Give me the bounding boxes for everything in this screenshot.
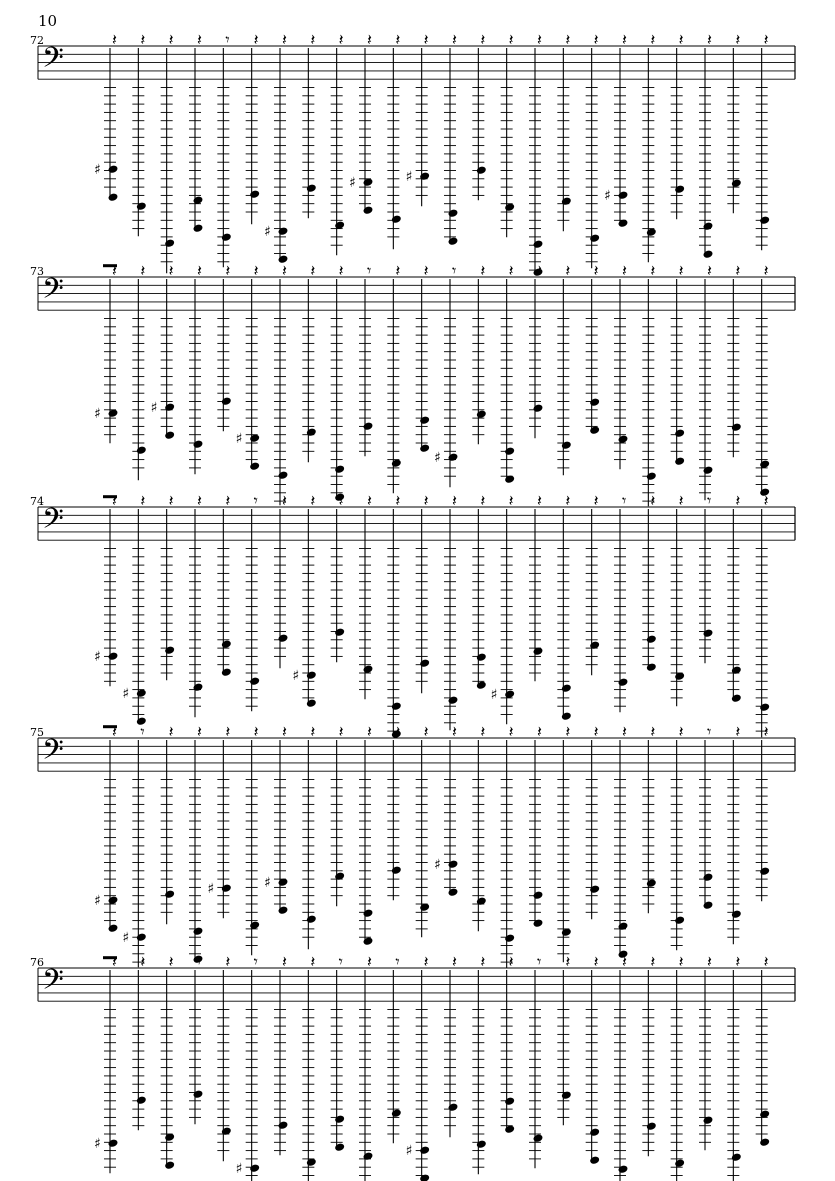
notehead	[278, 633, 289, 643]
notehead	[589, 884, 600, 894]
eighth-rest: 𝄾	[707, 491, 712, 510]
notehead	[391, 701, 402, 711]
notehead	[193, 1089, 204, 1099]
notehead	[618, 1164, 629, 1174]
quarter-rest: 𝄽	[508, 722, 514, 741]
notehead	[703, 1115, 714, 1125]
quarter-rest: 𝄽	[423, 261, 429, 280]
eighth-rest: 𝄾	[452, 261, 457, 280]
quarter-rest: 𝄽	[367, 952, 372, 971]
notehead	[306, 670, 317, 680]
notehead	[674, 184, 685, 194]
notehead	[448, 887, 459, 897]
quarter-rest: 𝄽	[452, 491, 457, 510]
notehead	[108, 192, 119, 202]
quarter-rest: 𝄽	[395, 261, 401, 280]
notehead	[193, 682, 204, 692]
sharp-accidental: ♯	[434, 857, 441, 874]
quarter-rest: 𝄽	[168, 491, 174, 510]
bass-clef: 𝄢	[42, 733, 64, 774]
notehead	[731, 665, 742, 675]
notehead	[419, 171, 430, 181]
notehead	[391, 865, 402, 875]
quarter-rest: 𝄽	[140, 30, 146, 49]
quarter-rest: 𝄽	[423, 30, 429, 49]
quarter-rest: 𝄽	[508, 952, 514, 971]
notehead	[618, 921, 629, 931]
notehead	[136, 445, 147, 455]
quarter-rest: 𝄽	[480, 30, 486, 49]
notehead	[589, 397, 600, 407]
quarter-rest: 𝄽	[168, 952, 174, 971]
quarter-rest: 𝄽	[140, 491, 146, 510]
notehead	[193, 223, 204, 233]
notehead	[164, 1160, 175, 1170]
notehead	[193, 439, 204, 449]
eighth-rest: 𝄾	[367, 261, 372, 280]
notehead	[504, 1096, 515, 1106]
quarter-rest: 𝄽	[310, 261, 316, 280]
quarter-rest: 𝄽	[678, 261, 684, 280]
eighth-rest: 𝄾	[197, 952, 202, 971]
notehead	[391, 214, 402, 224]
quarter-rest: 𝄽	[452, 30, 457, 49]
sharp-accidental: ♯	[150, 400, 158, 417]
notehead	[419, 1145, 430, 1155]
quarter-rest: 𝄽	[253, 30, 259, 49]
notehead	[419, 1173, 430, 1181]
notehead	[221, 232, 232, 242]
quarter-rest: 𝄽	[112, 30, 117, 49]
notehead	[164, 889, 175, 899]
notehead	[674, 428, 685, 438]
quarter-rest: 𝄽	[508, 30, 514, 49]
sharp-accidental: ♯	[349, 175, 356, 192]
quarter-rest: 𝄽	[565, 722, 571, 741]
quarter-rest: 𝄽	[423, 952, 429, 971]
quarter-rest: 𝄽	[480, 261, 486, 280]
notehead	[448, 452, 459, 462]
notehead	[703, 465, 714, 475]
sharp-accidental: ♯	[94, 893, 101, 910]
quarter-rest: 𝄽	[112, 952, 117, 971]
quarter-rest: 𝄽	[650, 30, 656, 49]
quarter-rest: 𝄽	[480, 491, 486, 510]
quarter-rest: 𝄽	[282, 491, 287, 510]
eighth-rest: 𝄾	[707, 722, 712, 741]
quarter-rest: 𝄽	[537, 30, 542, 49]
notehead	[561, 440, 572, 450]
notehead	[476, 680, 487, 690]
quarter-rest: 𝄽	[282, 261, 287, 280]
notehead	[703, 900, 714, 910]
notehead	[646, 662, 657, 672]
notehead	[646, 878, 657, 888]
quarter-rest: 𝄽	[112, 261, 117, 280]
quarter-rest: 𝄽	[763, 952, 769, 971]
quarter-rest: 𝄽	[565, 952, 571, 971]
notehead	[674, 456, 685, 466]
notehead	[249, 676, 260, 686]
notehead	[476, 652, 487, 662]
notehead	[674, 915, 685, 925]
quarter-rest: 𝄽	[225, 261, 231, 280]
quarter-rest: 𝄽	[565, 491, 571, 510]
notehead	[703, 872, 714, 882]
notehead	[731, 178, 742, 188]
notehead	[278, 905, 289, 915]
notehead	[136, 201, 147, 211]
notehead	[533, 403, 544, 413]
measure-number: 74	[30, 495, 44, 508]
notehead	[108, 164, 119, 174]
notehead	[646, 471, 657, 481]
eighth-rest: 𝄾	[253, 491, 258, 510]
measure-number: 76	[30, 956, 44, 969]
quarter-rest: 𝄽	[650, 491, 656, 510]
notehead	[363, 1151, 374, 1161]
notehead	[419, 658, 430, 668]
quarter-rest: 𝄽	[763, 722, 769, 741]
notehead	[504, 446, 515, 456]
sharp-accidental: ♯	[122, 686, 130, 703]
quarter-rest: 𝄽	[735, 952, 741, 971]
quarter-rest: 𝄽	[508, 261, 514, 280]
eighth-rest: 𝄾	[140, 722, 145, 741]
notehead	[221, 639, 232, 649]
sharp-accidental: ♯	[235, 431, 243, 448]
sharp-accidental: ♯	[122, 930, 130, 947]
quarter-rest: 𝄽	[763, 261, 769, 280]
notehead	[193, 926, 204, 936]
eighth-rest: 𝄾	[622, 491, 627, 510]
notehead	[363, 908, 374, 918]
notehead	[448, 236, 459, 246]
quarter-rest: 𝄽	[593, 491, 599, 510]
notehead	[504, 933, 515, 943]
notehead	[589, 425, 600, 435]
notehead	[476, 896, 487, 906]
quarter-rest: 𝄽	[140, 261, 146, 280]
notehead	[589, 1155, 600, 1165]
quarter-rest: 𝄽	[197, 261, 202, 280]
notehead	[589, 1127, 600, 1137]
notehead	[363, 664, 374, 674]
quarter-rest: 𝄽	[423, 722, 429, 741]
quarter-rest: 𝄽	[593, 722, 599, 741]
quarter-rest: 𝄽	[735, 261, 741, 280]
quarter-rest: 𝄽	[452, 952, 457, 971]
notehead	[731, 909, 742, 919]
quarter-rest: 𝄽	[197, 30, 202, 49]
notehead	[221, 396, 232, 406]
bass-clef: 𝄢	[42, 272, 64, 313]
notehead	[334, 464, 345, 474]
quarter-rest: 𝄽	[678, 722, 684, 741]
quarter-rest: 𝄽	[678, 30, 684, 49]
notehead	[164, 238, 175, 248]
notehead	[759, 702, 770, 712]
quarter-rest: 𝄽	[508, 491, 514, 510]
notehead	[164, 402, 175, 412]
notehead	[278, 226, 289, 236]
notehead	[476, 409, 487, 419]
notehead	[759, 215, 770, 225]
notehead	[306, 183, 317, 193]
quarter-rest: 𝄽	[537, 722, 542, 741]
notehead	[108, 923, 119, 933]
notehead	[703, 221, 714, 231]
notehead	[334, 1114, 345, 1124]
notehead	[221, 883, 232, 893]
sharp-accidental: ♯	[94, 1136, 101, 1153]
quarter-rest: 𝄽	[423, 491, 429, 510]
sharp-accidental: ♯	[94, 162, 101, 179]
quarter-rest: 𝄽	[168, 722, 174, 741]
quarter-rest: 𝄽	[480, 952, 486, 971]
quarter-rest: 𝄽	[168, 30, 174, 49]
quarter-rest: 𝄽	[622, 261, 627, 280]
notehead	[419, 415, 430, 425]
notehead	[703, 628, 714, 638]
quarter-rest: 𝄽	[112, 491, 117, 510]
eighth-rest: 𝄾	[253, 952, 258, 971]
quarter-rest: 𝄽	[338, 491, 344, 510]
quarter-rest: 𝄽	[338, 261, 344, 280]
notehead	[759, 866, 770, 876]
quarter-rest: 𝄽	[678, 952, 684, 971]
notehead	[533, 239, 544, 249]
notehead	[249, 1163, 260, 1173]
eighth-rest: 𝄾	[395, 952, 400, 971]
notehead	[164, 430, 175, 440]
quarter-rest: 𝄽	[650, 722, 656, 741]
quarter-rest: 𝄽	[310, 722, 316, 741]
notehead	[221, 667, 232, 677]
sharp-accidental: ♯	[235, 1161, 243, 1178]
quarter-rest: 𝄽	[282, 952, 287, 971]
notehead	[448, 208, 459, 218]
notehead	[334, 1142, 345, 1152]
notehead	[334, 627, 345, 637]
notehead	[363, 421, 374, 431]
notehead	[618, 190, 629, 200]
notehead	[108, 651, 119, 661]
quarter-rest: 𝄽	[650, 952, 656, 971]
notehead	[448, 1102, 459, 1112]
quarter-rest: 𝄽	[622, 722, 627, 741]
measure-number: 72	[30, 34, 44, 47]
notehead	[561, 196, 572, 206]
quarter-rest: 𝄽	[452, 722, 457, 741]
quarter-rest: 𝄽	[707, 952, 712, 971]
quarter-rest: 𝄽	[395, 491, 401, 510]
quarter-rest: 𝄽	[310, 491, 316, 510]
notehead	[164, 645, 175, 655]
quarter-rest: 𝄽	[338, 722, 344, 741]
quarter-rest: 𝄽	[395, 30, 401, 49]
notehead	[278, 1120, 289, 1130]
quarter-rest: 𝄽	[622, 952, 627, 971]
notehead	[646, 1121, 657, 1131]
notehead	[533, 1133, 544, 1143]
sharp-accidental: ♯	[405, 169, 413, 186]
quarter-rest: 𝄽	[707, 261, 712, 280]
quarter-rest: 𝄽	[735, 722, 741, 741]
quarter-rest: 𝄽	[735, 30, 741, 49]
quarter-rest: 𝄽	[338, 30, 344, 49]
sharp-accidental: ♯	[604, 188, 611, 205]
sharp-accidental: ♯	[94, 649, 101, 666]
notehead	[674, 1158, 685, 1168]
notehead	[363, 205, 374, 215]
quarter-rest: 𝄽	[197, 722, 202, 741]
notehead	[363, 936, 374, 946]
quarter-rest: 𝄽	[367, 722, 372, 741]
notehead	[561, 1090, 572, 1100]
eighth-rest: 𝄾	[537, 952, 542, 971]
quarter-rest: 𝄽	[763, 491, 769, 510]
notehead	[136, 1095, 147, 1105]
quarter-rest: 𝄽	[168, 261, 174, 280]
notehead	[589, 233, 600, 243]
sharp-accidental: ♯	[490, 687, 498, 704]
notehead	[249, 461, 260, 471]
quarter-rest: 𝄽	[310, 30, 316, 49]
quarter-rest: 𝄽	[593, 30, 599, 49]
quarter-rest: 𝄽	[622, 30, 627, 49]
notehead	[476, 1139, 487, 1149]
notehead	[136, 932, 147, 942]
notehead	[533, 890, 544, 900]
notehead	[419, 443, 430, 453]
quarter-rest: 𝄽	[225, 722, 231, 741]
quarter-rest: 𝄽	[480, 722, 486, 741]
quarter-rest: 𝄽	[253, 722, 259, 741]
quarter-rest: 𝄽	[253, 261, 259, 280]
quarter-rest: 𝄽	[282, 722, 287, 741]
notehead	[306, 698, 317, 708]
notehead	[476, 165, 487, 175]
sharp-accidental: ♯	[434, 450, 441, 467]
notehead	[306, 427, 317, 437]
notehead	[618, 434, 629, 444]
page-number: 10	[38, 12, 58, 30]
notehead	[221, 1126, 232, 1136]
measure-number: 75	[30, 726, 44, 739]
quarter-rest: 𝄽	[282, 30, 287, 49]
notehead	[731, 1152, 742, 1162]
measure-number: 73	[30, 265, 44, 278]
bass-clef: 𝄢	[42, 41, 64, 82]
notehead	[533, 918, 544, 928]
quarter-rest: 𝄽	[225, 952, 231, 971]
notehead	[306, 914, 317, 924]
notehead	[703, 249, 714, 259]
quarter-rest: 𝄽	[763, 30, 769, 49]
quarter-rest: 𝄽	[537, 491, 542, 510]
notehead	[448, 695, 459, 705]
notehead	[391, 1108, 402, 1118]
notehead	[278, 470, 289, 480]
notehead	[108, 895, 119, 905]
quarter-rest: 𝄽	[537, 261, 542, 280]
notehead	[646, 634, 657, 644]
quarter-rest: 𝄽	[735, 491, 741, 510]
quarter-rest: 𝄽	[565, 261, 571, 280]
quarter-rest: 𝄽	[707, 30, 712, 49]
quarter-rest: 𝄽	[650, 261, 656, 280]
notehead	[448, 859, 459, 869]
sharp-accidental: ♯	[405, 1143, 413, 1160]
notehead	[108, 1138, 119, 1148]
quarter-rest: 𝄽	[140, 952, 146, 971]
notehead	[618, 677, 629, 687]
notehead	[561, 711, 572, 721]
bass-clef: 𝄢	[42, 963, 64, 1004]
quarter-rest: 𝄽	[225, 491, 231, 510]
notehead	[731, 422, 742, 432]
quarter-rest: 𝄽	[593, 261, 599, 280]
quarter-rest: 𝄽	[593, 952, 599, 971]
eighth-rest: 𝄾	[225, 30, 230, 49]
bass-clef: 𝄢	[42, 502, 64, 543]
eighth-rest: 𝄾	[338, 952, 343, 971]
quarter-rest: 𝄽	[197, 491, 202, 510]
sharp-accidental: ♯	[207, 881, 215, 898]
quarter-rest: 𝄽	[395, 722, 401, 741]
quarter-rest: 𝄽	[678, 491, 684, 510]
sharp-accidental: ♯	[292, 668, 300, 685]
sharp-accidental: ♯	[264, 224, 271, 241]
notehead	[561, 683, 572, 693]
notehead	[759, 1137, 770, 1147]
quarter-rest: 𝄽	[367, 491, 372, 510]
notehead	[731, 693, 742, 703]
quarter-rest: 𝄽	[565, 30, 571, 49]
notehead	[249, 189, 260, 199]
quarter-rest: 𝄽	[367, 30, 372, 49]
sharp-accidental: ♯	[94, 406, 101, 423]
sharp-accidental: ♯	[264, 875, 271, 892]
quarter-rest: 𝄽	[112, 722, 117, 741]
quarter-rest: 𝄽	[310, 952, 316, 971]
